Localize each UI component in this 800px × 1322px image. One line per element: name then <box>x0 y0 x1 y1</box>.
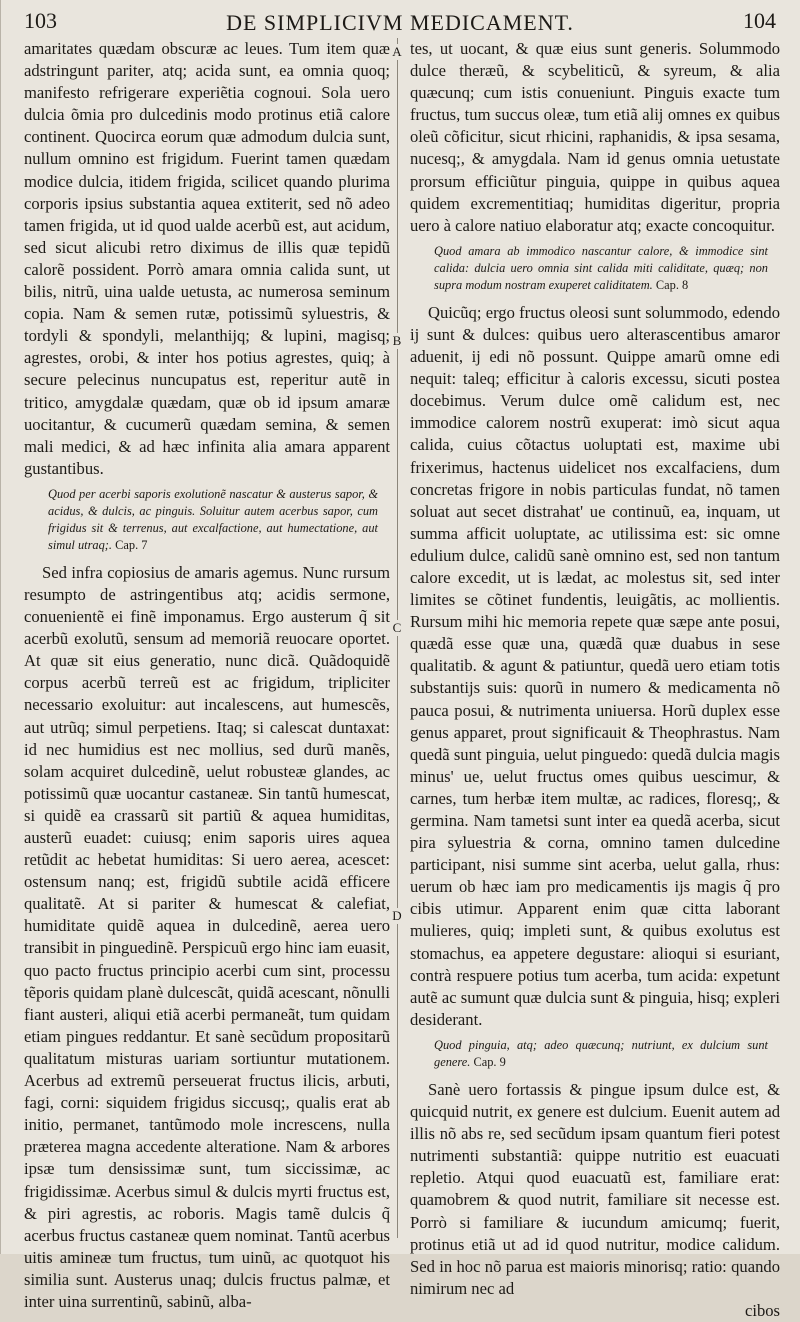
left-paragraph-1: amaritates quædam obscuræ ac leues. Tum item quæ adstringunt pariter, atq; acida sunt, ea omnia quoq; manifesto refrigerare experiẽtia cognoui. Sola uero dulcia õmia pro dulcedinis modo protinus etiã calore continent. Quocirca eorum quæ admodum dulcia sunt, nullum omnino est frigidum. Fuerint tamen quædam modice dulcia, itidem frigida, scilicet quando plurima corporis ipsius substantia aquea extiterit, sed nõ adeo tamen frigida, ut id quod ualde acerbũ est, aut acidum, sed sicut alicubi retro diximus de illis quæ tepidũ calorẽ possident. Porrò amara omnia calida sunt, ut bilis, nitrũ, uina ualde uetusta, ac numerosa seminum copia. Nam & semen rutæ, potissimũ syluestris, & tordyli & spondyli, melanthijq; & lupini, magisq; agrestes, orobi, & inter hos potius agrestes, quiq; à secure pelecinus nuncupatus est, reperitur autẽ in tritico, amygdalæ quædam, quæ ob id ipsum amaræ uocitantur, & cucumerũ quædam semina, & semen mali medici, & ad hæc infinita alia amara apparent gustantibus. <box>24 39 390 478</box>
margin-letter-d: D <box>388 908 406 924</box>
right-page-number: 104 <box>743 8 776 33</box>
column-divider <box>397 38 398 1238</box>
chapter-9-summary <box>434 1037 768 1071</box>
chapter-7-summary <box>48 486 378 554</box>
chapter-8-summary-text: Quod amara ab immodico nascantur calore, & immodice sint calida: dulcia uero omnia sint calida miti caliditate, quæq; non supra modum nostram exuperet caliditatem. <box>434 243 768 292</box>
catchword: cibos <box>744 1300 780 1320</box>
chapter-7-label: Cap. 7 <box>115 537 148 552</box>
margin-letter-a: A <box>388 44 406 60</box>
right-paragraph-1: tes, ut uocant, & quæ eius sunt generis. Solummodo dulce theræũ, & scybeliticũ, & syreum, & alia quæcunq; cum istis conueniunt. Pinguis exacte tum fructus, tum succus oleæ, tum etiã alij omnes ex quibus oleũ cõficitur, sicut rhicini, raphanidis, & ipsa sesama, nucesq;, & amygdala. Nam id genus omnia uetustate prorsum efficiũtur pinguia, quippe in quibus aquea quidem excrementitiaq; humiditas digeritur, propria uero à calore natiuo elaboratur atq; exacte concoquitur. <box>410 39 780 235</box>
chapter-9-label: Cap. 9 <box>473 1054 506 1069</box>
chapter-8-label: Cap. 8 <box>655 277 689 292</box>
chapter-8-summary <box>434 243 768 294</box>
left-column <box>24 38 390 1313</box>
chapter-7-summary-text: Quod per acerbi saporis exolutionẽ nascatur & austerus sapor, & acidus, & dulcis, ac pinguis. Soluitur autem acerbus sapor, cum frigidus sit & terrenus, aut excalfactione, aut humectatione, aut simul utraq;. <box>48 486 378 552</box>
right-paragraph-3: Sanè uero fortassis & pingue ipsum dulce est, & quicquid nutrit, ex genere est dulcium. Euenit autem ad illis nõ abs re, sed secũdum ipsam quantum fieri potest nutrimenti substantiã: quippe nutritio est euacuati repletio. Atqui quod euacuatũ est, familiare erat: quamobrem & quod nutrit, familiare sit necesse est. Porrò si familiare & iucundum amicumq; fuerit, protinus etiã ut ad id quod nutritur, modice calidum. Sed in hoc nõ parua est maioris minorisq; ratio: quando nimirum nec ad <box>410 1079 780 1298</box>
running-header <box>0 0 800 38</box>
margin-letter-b: B <box>388 333 406 349</box>
chapter-9-summary-text: Quod pinguia, atq; adeo quæcunq; nutriunt, ex dulcium sunt genere. <box>434 1037 768 1069</box>
running-title: DE SIMPLICIVM MEDICAMENT. <box>226 10 574 35</box>
page-left-edge <box>0 0 1 1254</box>
right-column <box>410 38 780 1322</box>
margin-letter-c: C <box>388 620 406 636</box>
left-paragraph-2: Sed infra copiosius de amaris agemus. Nunc rursum resumpto de astringentibus atq; acidis sermone, conuenientẽ ei finẽ imponamus. Ergo austerum q̃ sit acerbũ exolutũ, sensum ad memoriã reuocare oportet. At quæ sit eius generatio, nunc dicã. Quãdoquidẽ corpus acerbũ terreũ est ac frigidum, tripliciter necessario exoluitur: aut incalescens, aut humescẽs, aut utrũq; simul perpetiens. Itaq; si calescat duntaxat: id nec humidius est nec mollius, sed durũ manẽs, solam acquiret dulcedinẽ, uelut robusteæ glandes, ac potissimũ quæ uocantur castaneæ. Sin tantũ humescat, si quidẽ ea crassarũ sit partiũ & aquea humiditas, austerũ euadet: cuiusq; enim saporis uires aquea retũdit ac hebetat humiditas: Si uero aerea, acescet: ostensum nanq; est, frigidũ subtile acidã efficere qualitatẽ. At si pariter & humescat & calefiat, humiditate quidẽ aquea in dulcedinẽ, aerea uero transibit in pinguedinẽ. Perspicuũ ergo hinc iam euasit, quo pacto fructus principio acerbi cum sint, processu tẽporis quidam planè dulcescãt, quidã acescant, nõnulli fiant austeri, aliqui etiã acerbi permaneãt, tum quidam etiam pingues reddantur. Et sanè secũdum propositarũ qualitatum misturas uariam sortiuntur mutationem. Acerbus ad extremũ perseuerat fructus ilicis, arbuti, fagi, corni: siquidem frigidus siccusq;, qualis erat ab initio, permanet, tantũmodo mole increscens, nulla præterea magna accedente alteratione. Nam & arbores ipsæ tum densissimæ sunt, tum siccissimæ, ac frigidissimæ. Acerbus simul & dulcis myrti fructus est, & piri agrestis, ac roboris. Magis tamẽ dulcis q̃ acerbus fructus castaneæ quem nominat. Tantũ acerbus uitis amineæ tum fructus, tum uinũ, ac quotquot his similia sunt. Austerus unaq; dulcis fructus palmæ, et inter uina surrentinũ, sabinũ, alba- <box>24 562 390 1311</box>
right-paragraph-2: Quicũq; ergo fructus oleosi sunt solummodo, edendo ij sunt & dulces: quibus uero alterascentibus amaror aduenit, ij edi nõ possunt. Quippe amarũ omne edi nequit: taleq; efficitur à caloris excessu, sicuti postea docebimus. Verum dulce omẽ calidum est, nec immodice calorem nostrũ exuperat: imò sicut aqua calida, cuius cõtactus uoluptati est, maxime ubi frixerimus, hactenus uidelicet nos excalfaciens, dum concretas frigore in nobis particulas fundat, nõ tamen soluat aut secet distrahat' ue continuũ, ea, inquam, ut summa afficit uoluptate, ac utilissima est: sic omne edulium dulce, calidũ sanè omnino est, sed non tantum calore excedit, ut is lædat, ac molestus sit, sed inter limites se cõtinet fundentis, leuigãtis, ac mollientis. Rursum mihi hic memoria repete quæ sæpe ante posui, quædã esse quæ una, quædã quæ duabus in sese qualitatib. & agunt & patiuntur, quedã uero etiam totis substantijs suis: quorũ in numero & medicamenta nõ pauca posui, & nutrimenta uniuersa. Horũ duplex esse genus apparet, prout significauit & Theophrastus. Nam quedã sunt pinguia, uelut pinguedo: quedã dulcia magis minus' ue, uelut fructus omes quibus uescimur, & carnes, tum herbæ item multæ, ac radices, floresq;, & germina. Nam tametsi sunt inter ea quedã acerba, sicut pira syluestria & corna, omnino tamen dulcedine participant, nisi summe sint acerba, uelut galla, rhus: uerum ob hæc iam pro medicamentis ijs magis q̃ pro cibis utimur. Apparent enim quæ citta laborant mulieres, quiq; impleti sunt, & quibus exolutus est stomachus, ea appetere degustare: alioqui si esuriant, contrà respuere potius tum acerba, tum acida: expetunt autẽ ac sumunt quæ dulcia sunt & pinguia, hisq; expleri desiderant. <box>410 302 780 1029</box>
left-page-number: 103 <box>24 8 57 33</box>
